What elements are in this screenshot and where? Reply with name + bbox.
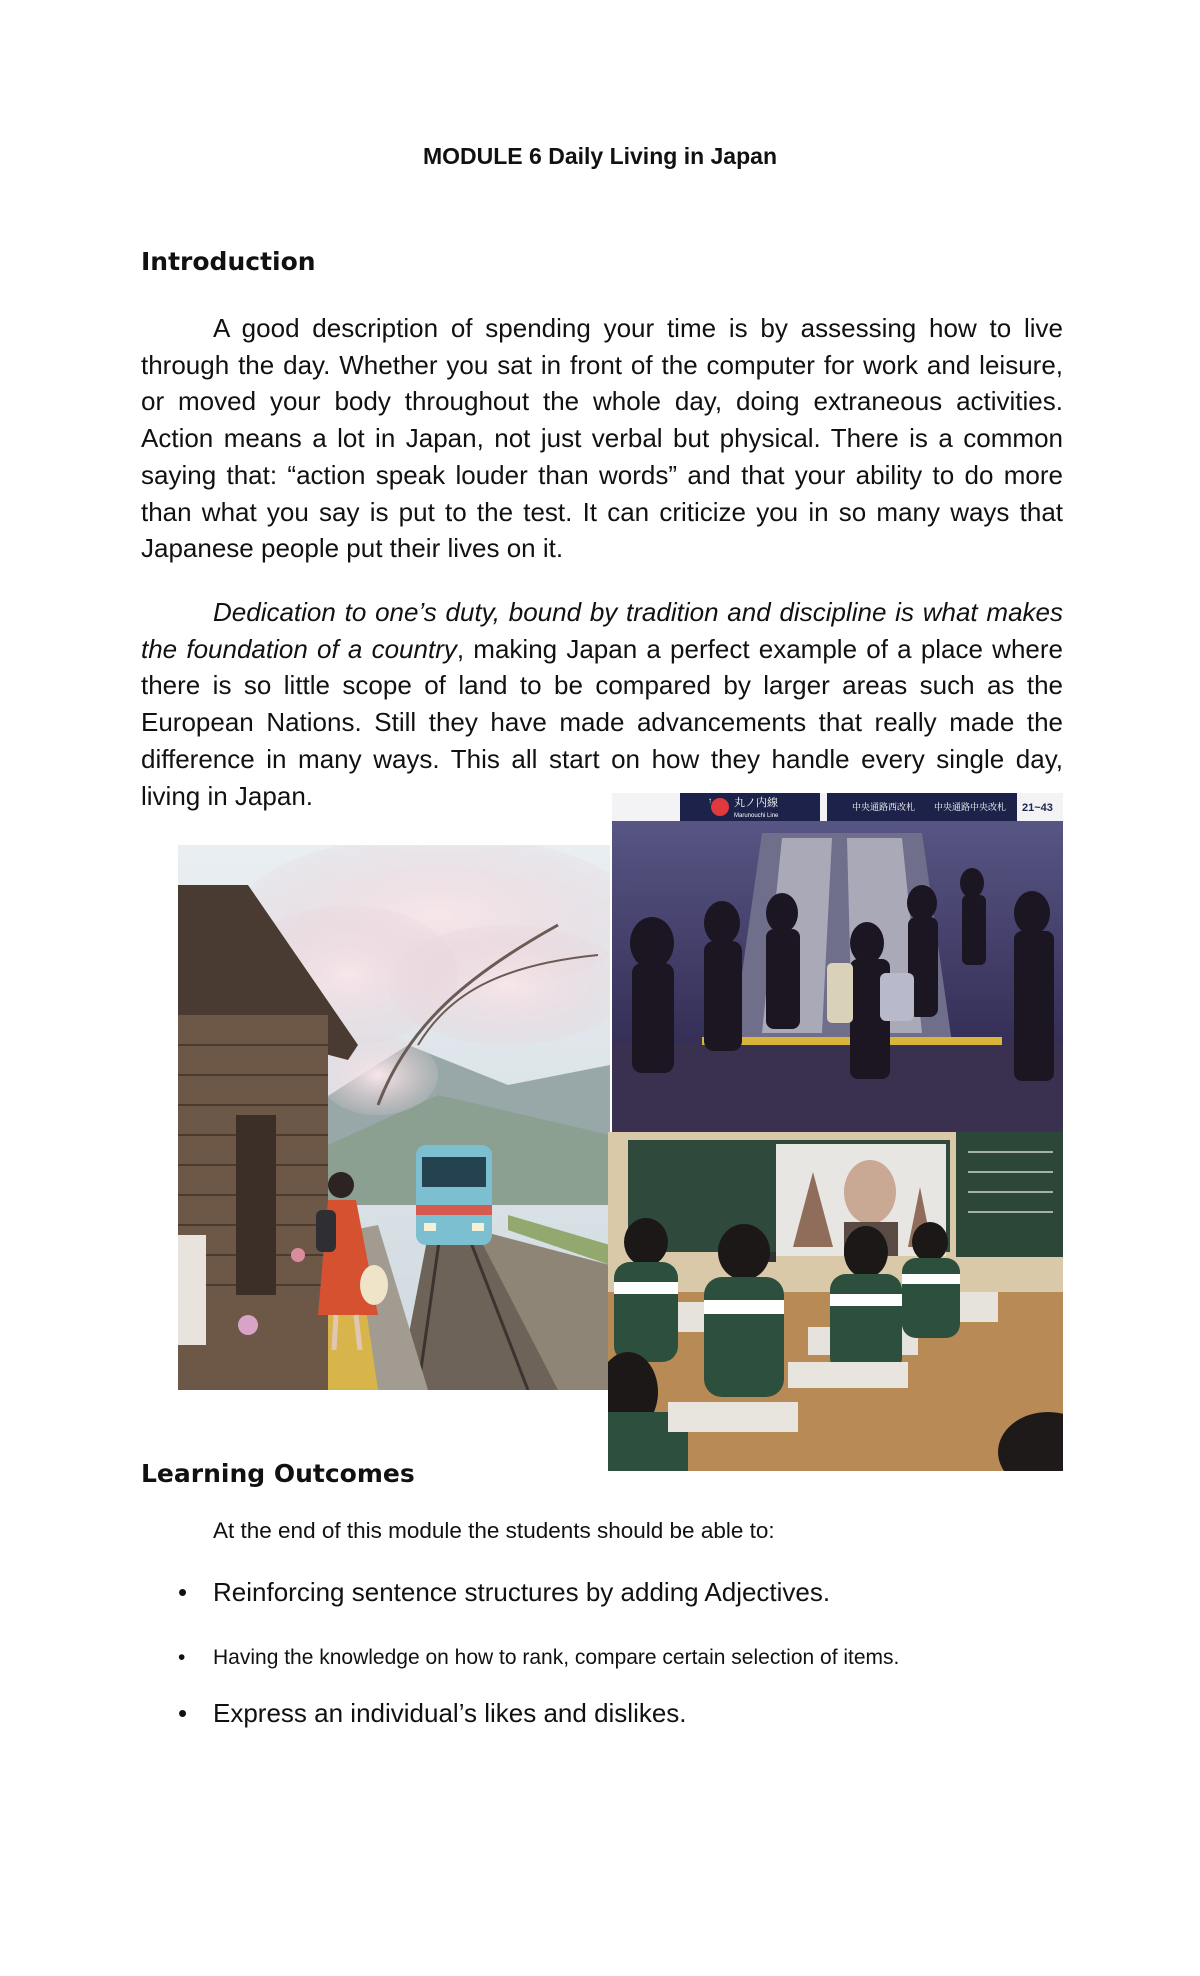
outcome-item-1-text: Reinforcing sentence structures by adding Adjectives. bbox=[213, 1577, 831, 1607]
classroom-photo bbox=[608, 1132, 1063, 1471]
station-sign-line-en: Marunouchi Line bbox=[734, 813, 779, 819]
introduction-paragraph-1-text: A good description of spending your time is by assessing how to live through the day. Whether you sat in front of the computer for work and leisure, or moved your body throughout the whole day, doing extraneous activities. Action means a lot in Japan, not just verbal but physical. There is a common saying that: “action speak louder than words” and that your ability to do more than what you say is put to the test. It can criticize you in so many ways that Japanese people put their lives on it. bbox=[141, 313, 1063, 564]
learning-outcomes-heading: Learning Outcomes bbox=[141, 1459, 415, 1488]
bullet-icon: • bbox=[178, 1646, 186, 1669]
learning-outcomes-intro: At the end of this module the students should be able to: bbox=[213, 1518, 775, 1543]
station-sign-arrow-1: ↑ bbox=[708, 796, 712, 805]
rural-train-station-photo bbox=[178, 845, 610, 1390]
module-title: MODULE 6 Daily Living in Japan bbox=[422, 143, 777, 169]
introduction-heading: Introduction bbox=[141, 247, 316, 276]
bullet-icon: • bbox=[178, 1698, 188, 1728]
station-sign-exit: 中央通路西改札 bbox=[852, 803, 916, 813]
station-sign-number: 21~43 bbox=[1022, 802, 1053, 814]
bullet-icon: • bbox=[178, 1577, 188, 1607]
outcome-item-3-text: Express an individual’s likes and dislikes. bbox=[213, 1698, 687, 1728]
introduction-paragraph-2 bbox=[141, 594, 1063, 814]
subway-escalator-photo bbox=[612, 793, 1063, 1133]
introduction-paragraph-1 bbox=[141, 310, 1063, 567]
paragraph-2-italic-text: Dedication to one’s duty, bound by tradition and discipline is what makes the foundation of a country bbox=[141, 597, 1063, 664]
station-sign-exit-2: 中央通路中央改札 bbox=[934, 803, 1007, 813]
paragraph-2-text: , making Japan a perfect example of a place where there is so little scope of land to be compared by larger areas such as the European Nations. Still they have made advancements that really made the difference in many ways. This all start on how they handle every single day, living in Japan. bbox=[141, 633, 1063, 811]
station-sign-line: 丸ノ内線 bbox=[734, 796, 778, 809]
outcome-item-2-text: Having the knowledge on how to rank, compare certain selection of items. bbox=[213, 1646, 900, 1669]
